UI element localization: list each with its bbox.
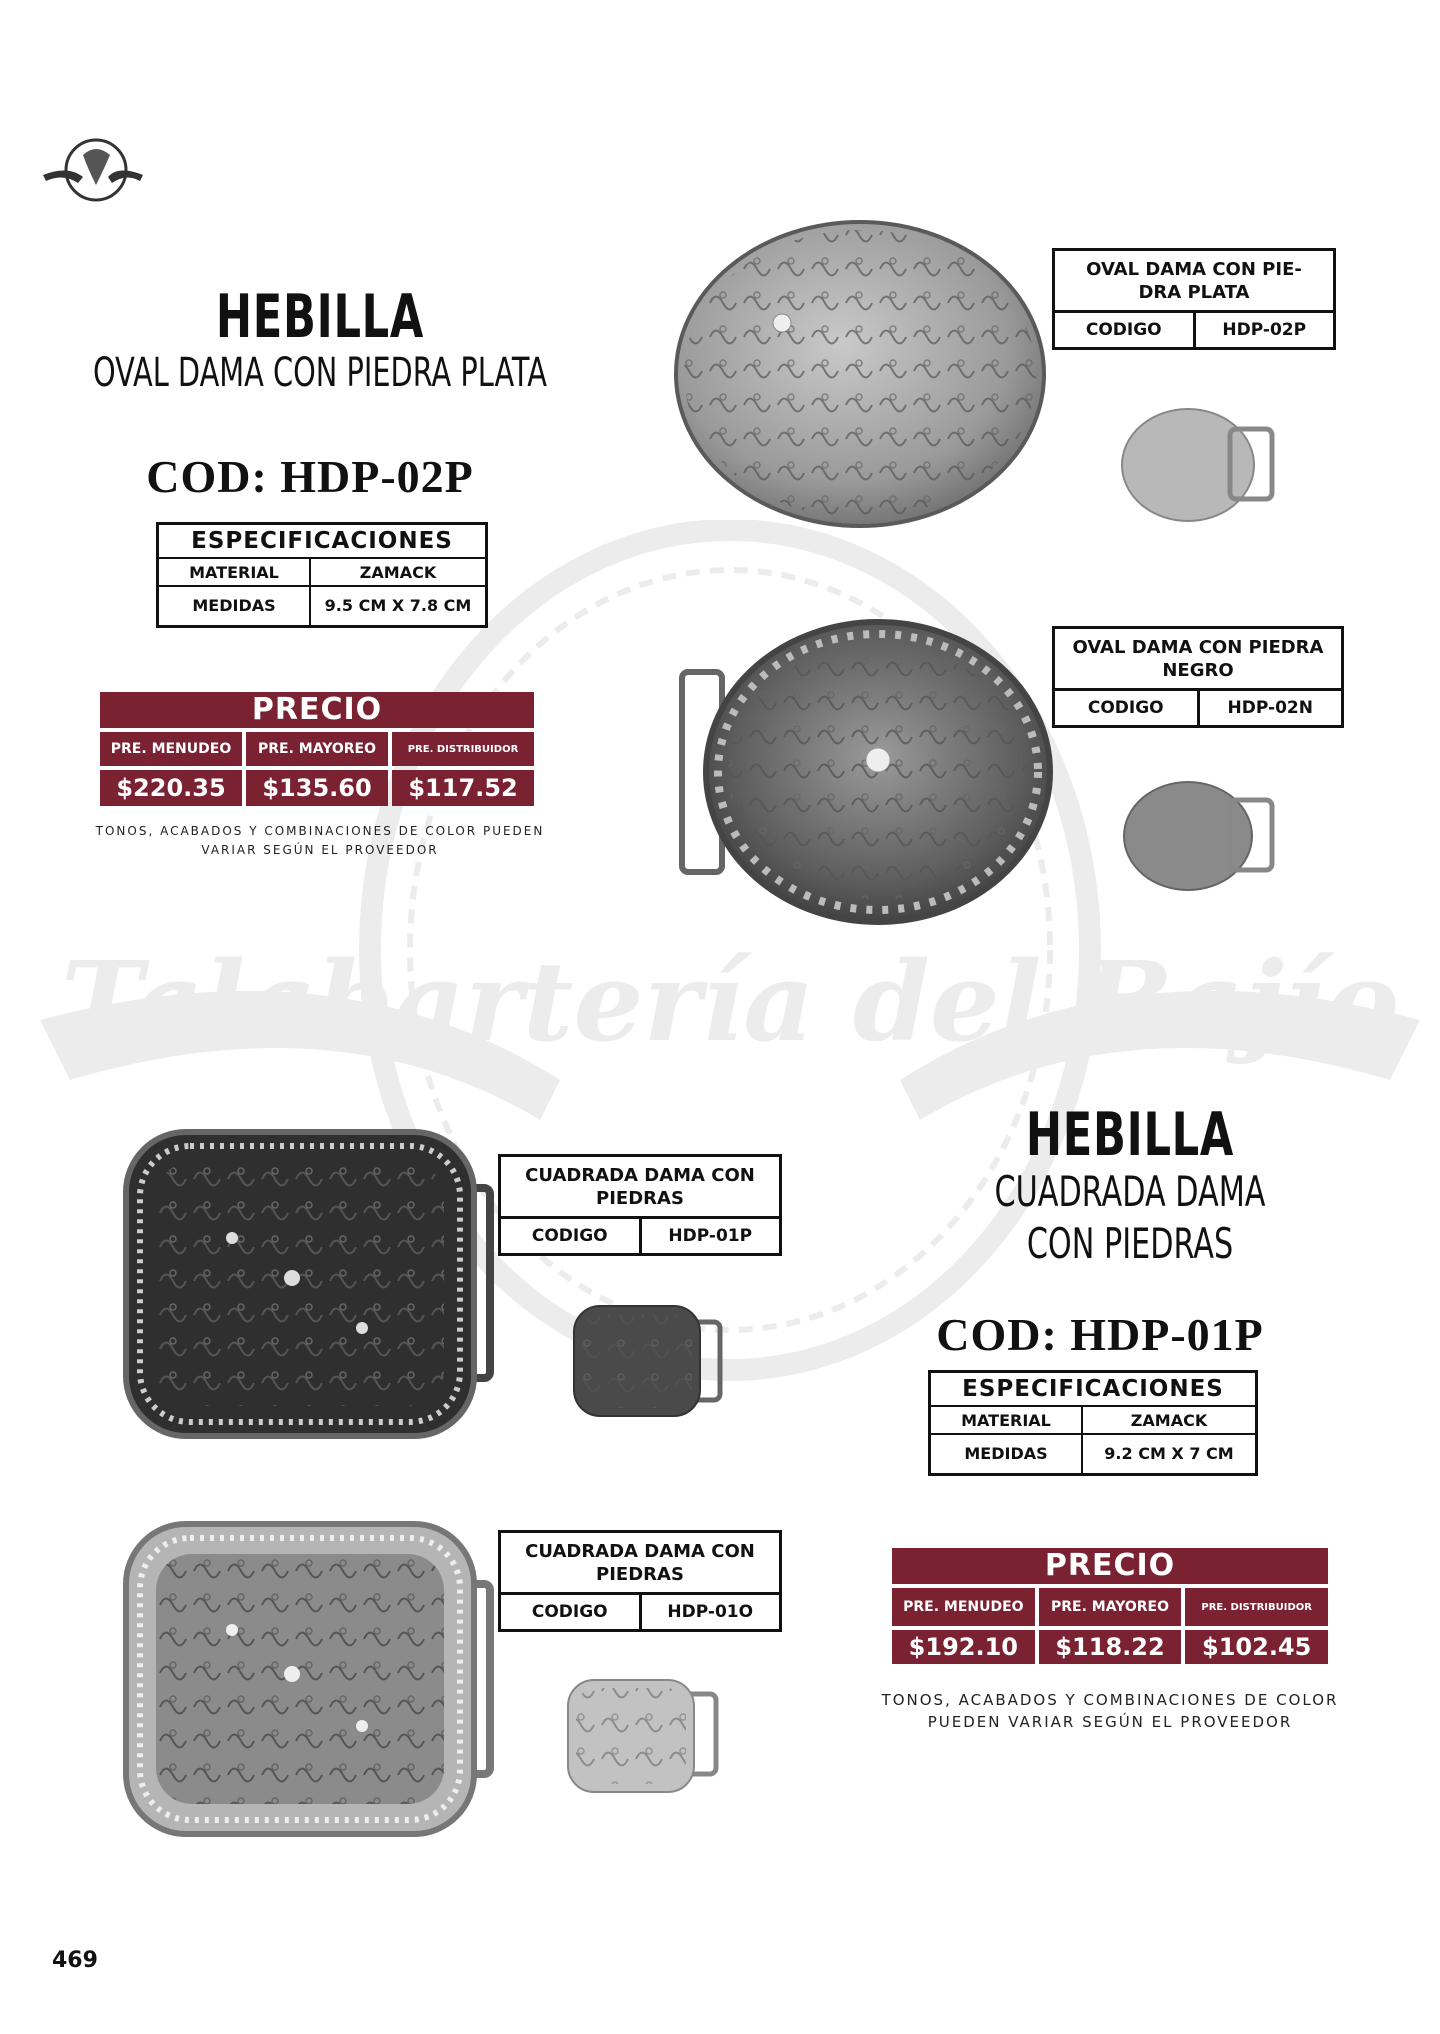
page-number: 469: [52, 1948, 98, 1973]
note-line: TONOS, ACABADOS Y COMBINACIONES DE COLOR PUEDEN: [95, 824, 545, 838]
price-label: PRE. MENUDEO: [892, 1588, 1035, 1626]
price-value: $220.35: [100, 770, 242, 806]
buckle-square-silver-image: [122, 1520, 496, 1838]
watermark-text: Talabartería del Bajío: [60, 937, 1400, 1066]
buckle-back-image: [564, 1674, 722, 1798]
logo-icon: [38, 125, 148, 215]
price-value: $118.22: [1039, 1630, 1182, 1664]
price-label: PRE. DISTRIBUIDOR: [1185, 1588, 1328, 1626]
spec-label: MATERIAL: [158, 558, 311, 586]
spec-header: ESPECIFICACIONES: [930, 1372, 1257, 1407]
price-label: PRE. MAYOREO: [246, 732, 388, 766]
variant-name: OVAL DAMA CON PIE-DRA PLATA: [1055, 251, 1333, 313]
price-value: $192.10: [892, 1630, 1035, 1664]
spec-header: ESPECIFICACIONES: [158, 524, 487, 559]
price-header: PRECIO: [100, 692, 534, 728]
note-line: PUEDEN VARIAR SEGÚN EL PROVEEDOR: [927, 1712, 1293, 1731]
product-code-heading: COD: HDP-02P: [146, 451, 474, 502]
price-label: PRE. MENUDEO: [100, 732, 242, 766]
buckle-square-dark-image: [122, 1128, 496, 1440]
code-value: HDP-02P: [1222, 320, 1307, 340]
code-label: CODIGO: [501, 1595, 642, 1629]
price-value: $102.45: [1185, 1630, 1328, 1664]
disclaimer-note: [850, 1690, 1370, 1734]
product-subtitle: CON PIEDRAS: [1026, 1219, 1234, 1268]
product-title: HEBILLA: [1025, 1100, 1235, 1170]
product-title: HEBILLA: [215, 282, 425, 352]
code-label: CODIGO: [1055, 313, 1196, 347]
spec-table: [928, 1370, 1258, 1476]
buckle-oval-silver-image: [672, 218, 1048, 530]
price-box: [100, 692, 534, 806]
buckle-back-image: [1120, 776, 1280, 896]
code-value: HDP-02N: [1227, 698, 1313, 718]
spec-table: [156, 522, 488, 628]
price-label: PRE. MAYOREO: [1039, 1588, 1182, 1626]
spec-value: ZAMACK: [1082, 1406, 1257, 1434]
variant-code-box: [498, 1154, 782, 1256]
code-value: HDP-01O: [667, 1602, 754, 1622]
price-label: PRE. DISTRIBUIDOR: [392, 732, 534, 766]
spec-label: MATERIAL: [930, 1406, 1083, 1434]
product-code-heading: COD: HDP-01P: [936, 1309, 1264, 1360]
spec-value: ZAMACK: [310, 558, 487, 586]
variant-code-box: [498, 1530, 782, 1632]
spec-label: MEDIDAS: [930, 1434, 1083, 1474]
buckle-oval-black-image: [678, 618, 1054, 926]
note-line: VARIAR SEGÚN EL PROVEEDOR: [201, 843, 439, 858]
disclaimer-note: [80, 822, 560, 860]
code-value: HDP-01P: [668, 1226, 753, 1246]
code-label: CODIGO: [1055, 691, 1200, 725]
variant-code-box: [1052, 248, 1336, 350]
spec-value: 9.2 CM X 7 CM: [1082, 1434, 1257, 1474]
product-subtitle: CUADRADA DAMA: [994, 1167, 1266, 1216]
product-subtitle: OVAL DAMA CON PIEDRA PLATA: [92, 350, 548, 396]
variant-name: OVAL DAMA CON PIEDRA NEGRO: [1055, 629, 1341, 691]
spec-value: 9.5 CM X 7.8 CM: [310, 586, 487, 626]
note-line: TONOS, ACABADOS Y COMBINACIONES DE COLOR: [881, 1691, 1339, 1709]
code-label: CODIGO: [501, 1219, 642, 1253]
variant-code-box: [1052, 626, 1344, 728]
price-value: $135.60: [246, 770, 388, 806]
variant-name: CUADRADA DAMA CON PIEDRAS: [501, 1157, 779, 1219]
buckle-back-image: [570, 1300, 726, 1422]
price-box: [892, 1548, 1328, 1664]
buckle-back-image: [1118, 404, 1278, 526]
variant-name: CUADRADA DAMA CON PIEDRAS: [501, 1533, 779, 1595]
price-header: PRECIO: [892, 1548, 1328, 1584]
price-value: $117.52: [392, 770, 534, 806]
spec-label: MEDIDAS: [158, 586, 311, 626]
